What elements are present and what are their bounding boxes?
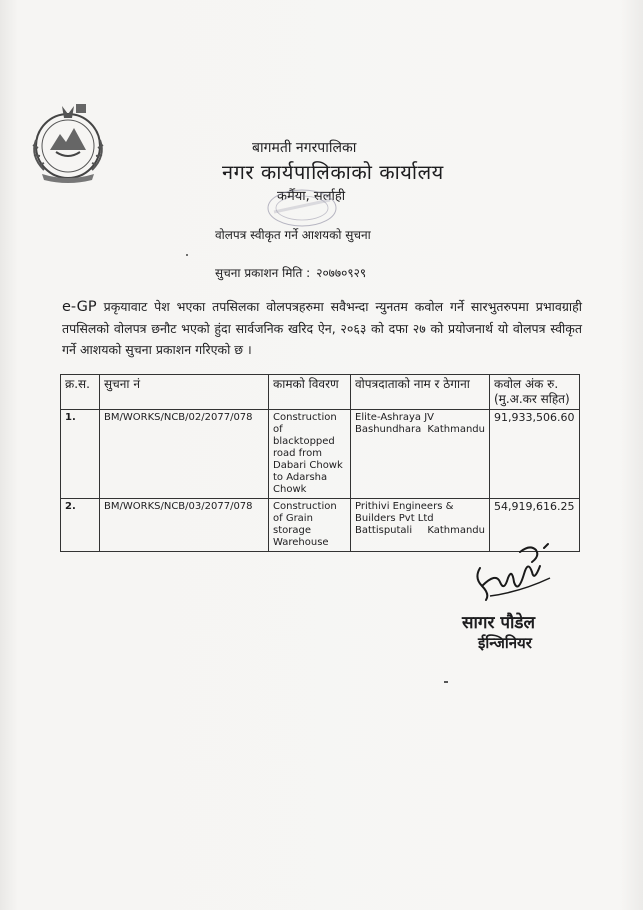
tender-table [60, 374, 580, 552]
signature-icon [460, 538, 560, 608]
header-work-desc: कामको विवरण [269, 375, 351, 410]
row-notice-no: BM/WORKS/NCB/03/2077/078 [100, 499, 269, 552]
header-bidder: वोपत्रदाताको नाम र ठेगाना [351, 375, 490, 410]
row-sn: 1. [61, 410, 100, 499]
signatory-designation: ईन्जिनियर [478, 634, 532, 652]
row-amount: 54,919,616.25 [490, 499, 580, 552]
municipality-name: बागमती नगरपालिका [252, 140, 357, 156]
office-location: कर्मैया, सर्लाही [277, 189, 346, 204]
header-notice-no: सुचना नं [100, 375, 269, 410]
notice-lead: e-GP [62, 299, 97, 315]
header-amount: कवोल अंक रु. (मु.अ.कर सहित) [490, 375, 580, 410]
ink-dot [186, 254, 188, 256]
table-row [61, 410, 580, 499]
row-amount: 91,933,506.60 [490, 410, 580, 499]
notice-paragraph [62, 296, 582, 360]
ink-speck [444, 681, 448, 683]
row-bidder: Prithivi Engineers & Builders Pvt Ltd Battisputali Kathmandu [351, 499, 490, 552]
publication-date-label: सुचना प्रकाशन मिति : [215, 266, 311, 280]
row-sn: 2. [61, 499, 100, 552]
header-sn: क्र.स. [61, 375, 100, 410]
notice-subject: वोलपत्र स्वीकृत गर्ने आशयको सुचना [215, 228, 371, 242]
publication-date-value: २०७७०९२९ [316, 266, 367, 280]
row-bidder: Elite-Ashraya JV Bashundhara Kathmandu [351, 410, 490, 499]
notice-body: प्रकृयावाट पेश भएका तपसिलका वोलपत्रहरुमा सवैभन्दा न्युनतम कवोल गर्ने सारभुतरुपमा प्रभावग्राही तपसिलको वोलपत्र छनौट भएको हुंदा सार्वजनिक खरिद ऐन, २०६३ को दफा २७ को प्रयोजनार्थ यो वोलपत्र स्वीकृत गर्ने आशयको सुचना प्रकाशन गरिएको छ । [62, 299, 582, 357]
publication-date [215, 264, 366, 281]
row-work-desc: Construction of blacktopped road from Dabari Chowk to Adarsha Chowk [269, 410, 351, 499]
row-notice-no: BM/WORKS/NCB/02/2077/078 [100, 410, 269, 499]
signatory-name: सागर पौडेल [462, 613, 536, 633]
nepal-emblem-icon [22, 100, 114, 184]
office-title: नगर कार्यपालिकाको कार्यालय [222, 160, 444, 184]
table-header-row [61, 375, 580, 410]
office-stamp-icon [250, 186, 350, 230]
row-work-desc: Construction of Grain storage Warehouse [269, 499, 351, 552]
